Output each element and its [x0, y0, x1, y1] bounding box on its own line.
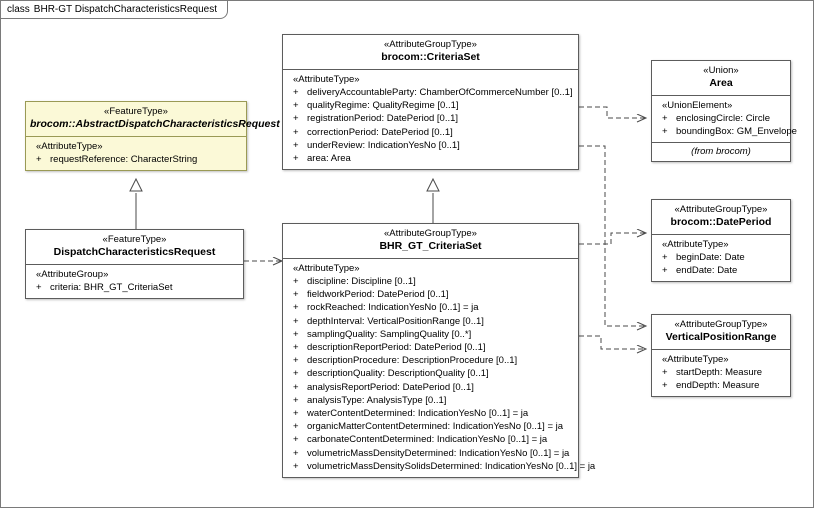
visibility-marker: + — [662, 126, 668, 138]
class-name: VerticalPositionRange — [665, 331, 777, 343]
class-abstract-dispatch-characteristics-request[interactable] — [25, 101, 280, 171]
class-name: brocom::DatePeriod — [670, 216, 772, 228]
class-header — [26, 102, 280, 136]
diagram-title-tab — [1, 1, 228, 19]
class-stereotype: «FeatureType» — [102, 234, 167, 245]
package-origin-note: (from brocom) — [691, 146, 751, 158]
visibility-marker: + — [293, 315, 299, 327]
attribute-group-stereotype: «AttributeType» — [662, 354, 729, 365]
attribute-row — [656, 366, 786, 379]
attribute-text: discipline: Discipline [0..1] — [307, 276, 416, 287]
attribute-text: underReview: IndicationYesNo [0..1] — [307, 139, 460, 151]
attribute-text: carbonateContentDetermined: IndicationYesNo [0..1] = ja — [307, 434, 548, 446]
visibility-marker: + — [293, 460, 299, 472]
diagram-title-name: BHR-GT DispatchCharacteristicsRequest — [33, 4, 218, 15]
visibility-marker: + — [293, 100, 299, 112]
class-stereotype: «AttributeGroupType» — [384, 39, 477, 50]
visibility-marker: + — [293, 139, 299, 151]
attribute-text: fieldworkPeriod: DatePeriod [0..1] — [307, 289, 449, 301]
attribute-text: analysisType: AnalysisType [0..1] — [307, 394, 447, 406]
visibility-marker: + — [293, 153, 299, 165]
attribute-text: descriptionQuality: DescriptionQuality [0..1] — [307, 368, 489, 380]
attribute-text: requestReference: CharacterString — [50, 154, 198, 165]
visibility-marker: + — [662, 113, 668, 124]
attribute-row — [656, 379, 786, 392]
visibility-marker: + — [293, 113, 299, 125]
class-name: BHR_GT_CriteriaSet — [379, 240, 482, 252]
class-header — [283, 224, 578, 258]
attribute-text: criteria: BHR_GT_CriteriaSet — [50, 282, 173, 293]
attribute-group-stereotype: «AttributeType» — [293, 74, 360, 85]
attribute-text: endDepth: Measure — [676, 380, 760, 392]
attribute-row — [287, 354, 574, 367]
attributes-compartment — [283, 259, 596, 477]
diagram-title-keyword: class — [7, 4, 30, 15]
class-bhr-gt-criteria-set[interactable] — [282, 223, 596, 478]
attribute-row — [287, 126, 574, 139]
attribute-row — [287, 407, 574, 420]
visibility-marker: + — [293, 394, 299, 406]
visibility-marker: + — [293, 368, 299, 380]
attribute-text: descriptionReportPeriod: DatePeriod [0..1] — [307, 342, 486, 354]
attribute-text: correctionPeriod: DatePeriod [0..1] — [307, 126, 453, 138]
visibility-marker: + — [293, 381, 299, 393]
attribute-row — [287, 420, 574, 433]
class-area-union[interactable] — [651, 60, 797, 162]
visibility-marker: + — [293, 447, 299, 459]
attribute-text: startDepth: Measure — [676, 367, 763, 378]
visibility-marker: + — [662, 380, 668, 392]
attribute-row — [287, 152, 574, 165]
attribute-row — [656, 264, 786, 277]
attribute-text: depthInterval: VerticalPositionRange [0..1] — [307, 315, 484, 327]
visibility-marker: + — [293, 434, 299, 446]
visibility-marker: + — [293, 342, 299, 354]
attributes-compartment — [652, 350, 790, 396]
class-header — [652, 200, 790, 234]
class-header — [652, 315, 790, 349]
class-brocom-criteria-set[interactable] — [282, 34, 579, 170]
visibility-marker: + — [293, 408, 299, 420]
attribute-group-stereotype: «AttributeGroup» — [36, 269, 109, 280]
class-header — [652, 61, 790, 95]
attribute-row — [656, 251, 786, 264]
attribute-group-stereotype: «UnionElement» — [662, 100, 733, 111]
visibility-marker: + — [293, 276, 299, 287]
attributes-compartment — [26, 137, 246, 170]
attribute-row — [656, 112, 786, 125]
attribute-text: boundingBox: GM_Envelope — [676, 126, 797, 138]
attribute-text: organicMatterContentDetermined: IndicationYesNo [0..1] = ja — [307, 421, 564, 433]
class-stereotype: «AttributeGroupType» — [674, 204, 768, 215]
attribute-text: analysisReportPeriod: DatePeriod [0..1] — [307, 381, 474, 393]
attribute-text: registrationPeriod: DatePeriod [0..1] — [307, 113, 459, 125]
visibility-marker: + — [662, 367, 668, 378]
class-dispatch-characteristics-request[interactable] — [25, 229, 244, 299]
attribute-text: descriptionProcedure: DescriptionProcedure [0..1] — [307, 355, 518, 367]
attribute-text: samplingQuality: SamplingQuality [0..*] — [307, 328, 472, 340]
visibility-marker: + — [293, 87, 299, 98]
attribute-row — [287, 447, 574, 460]
class-name: Area — [709, 77, 733, 89]
attribute-row — [287, 86, 574, 99]
attribute-text: beginDate: Date — [676, 252, 745, 263]
attribute-row — [287, 341, 574, 354]
attribute-group-stereotype: «AttributeType» — [36, 141, 103, 152]
attributes-compartment — [283, 70, 578, 169]
attribute-row — [287, 99, 574, 112]
attribute-text: volumetricMassDensityDetermined: IndicationYesNo [0..1] = ja — [307, 447, 570, 459]
visibility-marker: + — [293, 126, 299, 138]
class-vertical-position-range[interactable] — [651, 314, 791, 397]
class-header — [26, 230, 243, 264]
attribute-group-stereotype: «AttributeType» — [293, 263, 360, 274]
attributes-compartment — [26, 265, 243, 298]
attributes-compartment — [652, 96, 797, 142]
attribute-text: qualityRegime: QualityRegime [0..1] — [307, 100, 459, 112]
visibility-marker: + — [293, 289, 299, 301]
attribute-row — [287, 367, 574, 380]
attribute-row — [287, 301, 574, 314]
attribute-row — [287, 288, 574, 301]
attribute-text: deliveryAccountableParty: ChamberOfCommerceNumber [0..1] — [307, 87, 573, 98]
attribute-row — [287, 433, 574, 446]
attribute-text: volumetricMassDensitySolidsDetermined: IndicationYesNo [0..1] = ja — [307, 460, 596, 472]
attribute-row — [656, 125, 797, 138]
class-header — [283, 35, 578, 69]
visibility-marker: + — [36, 282, 42, 293]
attribute-row — [287, 394, 574, 407]
attribute-text: endDate: Date — [676, 265, 738, 277]
attribute-text: area: Area — [307, 153, 351, 165]
attribute-row — [30, 153, 242, 166]
attribute-group-stereotype: «AttributeType» — [662, 239, 729, 250]
attribute-row — [287, 315, 574, 328]
attribute-row — [30, 281, 239, 294]
class-name: brocom::AbstractDispatchCharacteristicsRequest — [30, 118, 280, 130]
attribute-row — [287, 381, 574, 394]
visibility-marker: + — [293, 421, 299, 433]
class-stereotype: «Union» — [703, 65, 739, 76]
class-stereotype: «AttributeGroupType» — [674, 319, 768, 330]
class-stereotype: «AttributeGroupType» — [384, 228, 477, 239]
visibility-marker: + — [293, 328, 299, 340]
attributes-compartment — [652, 235, 790, 281]
class-name: DispatchCharacteristicsRequest — [53, 246, 216, 258]
visibility-marker: + — [662, 252, 668, 263]
attribute-row — [287, 328, 574, 341]
attribute-row — [287, 460, 596, 473]
class-name: brocom::CriteriaSet — [381, 51, 480, 63]
class-brocom-date-period[interactable] — [651, 199, 791, 282]
attribute-row — [287, 275, 574, 288]
visibility-marker: + — [36, 154, 42, 165]
visibility-marker: + — [293, 302, 299, 314]
visibility-marker: + — [293, 355, 299, 367]
class-stereotype: «FeatureType» — [104, 106, 168, 117]
attribute-row — [287, 112, 574, 125]
attribute-row — [287, 139, 574, 152]
attribute-text: waterContentDetermined: IndicationYesNo [0..1] = ja — [307, 408, 529, 420]
attribute-text: rockReached: IndicationYesNo [0..1] = ja — [307, 302, 479, 314]
attribute-text: enclosingCircle: Circle — [676, 113, 770, 124]
visibility-marker: + — [662, 265, 668, 277]
